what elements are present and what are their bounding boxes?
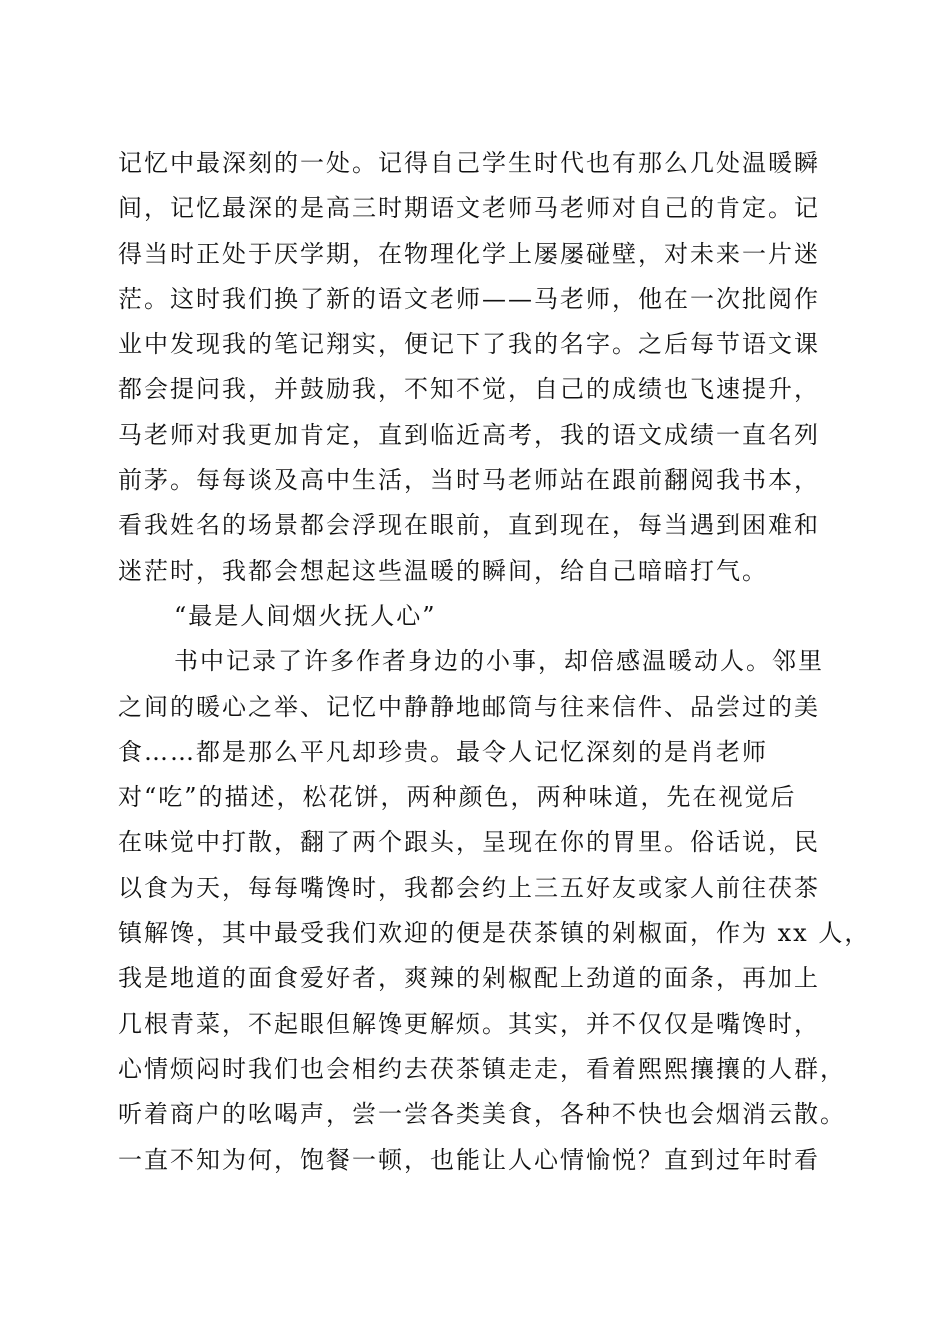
body-text (118, 141, 871, 1183)
text-line: 在味觉中打散，翻了两个跟头，呈现在你的胃里。俗话说，民 (118, 828, 820, 857)
text-line: 一直不知为何，饱餐一顿，也能让人心情愉悦？直到过年时看 (118, 1145, 820, 1174)
text-line: 记忆中最深刻的一处。记得自己学生时代也有那么几处温暖瞬 (118, 149, 820, 177)
text-line: 书中记录了许多作者身边的小事，却倍感温暖动人。邻里 (174, 647, 824, 676)
text-line: 之间的暖心之举、记忆中静静地邮筒与往来信件、品尝过的美 (118, 692, 820, 721)
text-line: 前茅。每每谈及高中生活，当时马老师站在跟前翻阅我书本， (118, 466, 820, 495)
text-line: 都会提问我，并鼓励我，不知不觉，自己的成绩也飞速提升， (118, 375, 820, 404)
text-line: 以食为天，每每嘴馋时，我都会约上三五好友或家人前往茯茶 (118, 873, 820, 902)
text-line: 茫。这时我们换了新的语文老师——马老师，他在一次批阅作 (118, 284, 820, 313)
text-line: 食……都是那么平凡却珍贵。最令人记忆深刻的是肖老师 (118, 737, 768, 766)
text-line: 镇解馋，其中最受我们欢迎的便是茯茶镇的剁椒面，作为 xx 人， (118, 919, 871, 948)
text-line: 心情烦闷时我们也会相约去茯茶镇走走，看着熙熙攘攘的人群， (118, 1054, 846, 1083)
text-line: 看我姓名的场景都会浮现在眼前，直到现在，每当遇到困难和 (118, 511, 820, 540)
text-line: 听着商户的吆喝声，尝一尝各类美食，各种不快也会烟消云散。 (118, 1100, 846, 1129)
text-line: 间，记忆最深的是高三时期语文老师马老师对自己的肯定。记 (118, 194, 820, 223)
text-line: 得当时正处于厌学期，在物理化学上屡屡碰壁，对未来一片迷 (118, 239, 820, 268)
text-line: 对“吃”的描述，松花饼，两种颜色，两种味道，先在视觉后 (118, 783, 797, 812)
text-line: 我是地道的面食爱好者，爽辣的剁椒配上劲道的面条，再加上 (118, 964, 820, 993)
text-line: 业中发现我的笔记翔实，便记下了我的名字。之后每节语文课 (118, 330, 820, 359)
text-line: 迷茫时，我都会想起这些温暖的瞬间，给自己暗暗打气。 (118, 556, 768, 585)
text-line: 马老师对我更加肯定，直到临近高考，我的语文成绩一直名列 (118, 420, 820, 449)
text-line: 几根青菜，不起眼但解馋更解烦。其实，并不仅仅是嘴馋时， (118, 1009, 820, 1038)
section-heading: “最是人间烟火抚人心” (174, 601, 437, 630)
